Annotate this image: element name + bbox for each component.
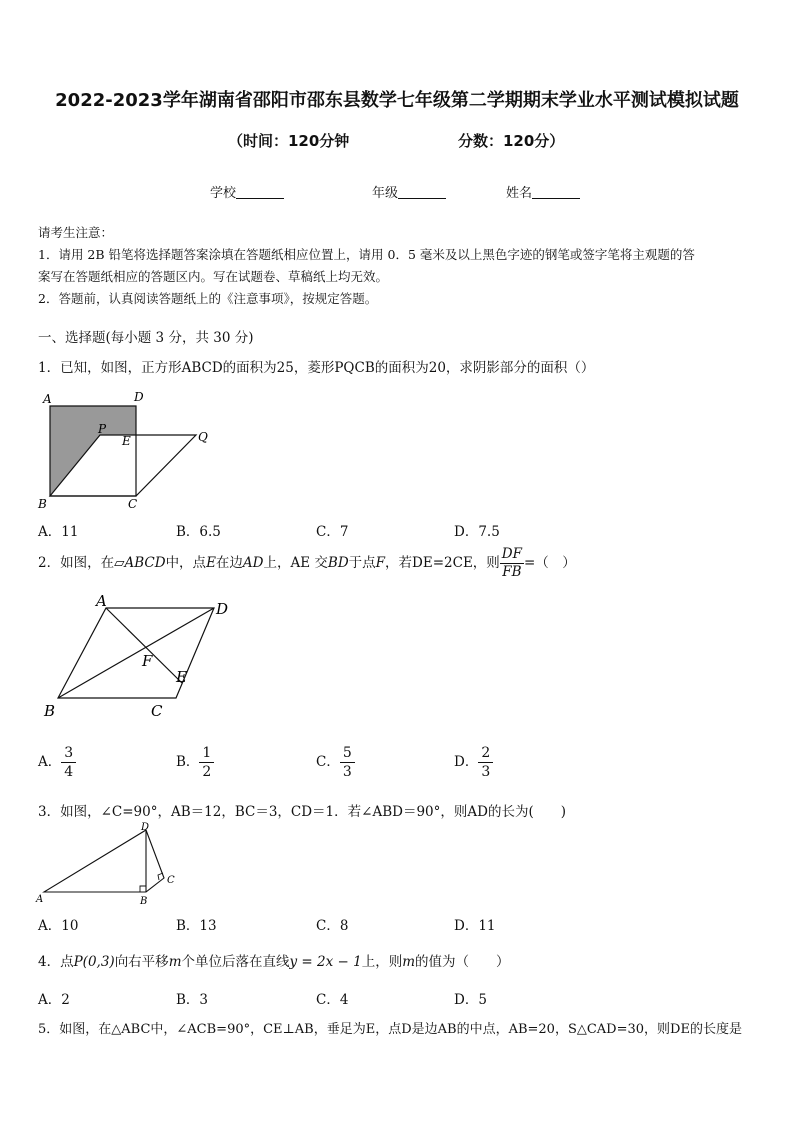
q3-option-c[interactable]: C．8 (316, 918, 349, 934)
q1-option-c[interactable]: C．7 (316, 524, 349, 540)
q3-label-c: C (167, 875, 175, 886)
grade-field (372, 182, 446, 201)
q1-label-e: E (122, 434, 131, 448)
q1-shaded-region (50, 406, 136, 496)
grade-blank (398, 186, 446, 199)
q2-option-c[interactable]: C． $\frac{5}{3}$ (316, 744, 355, 781)
q1-label-p: P (98, 422, 107, 436)
q2-option-d[interactable]: D． $\frac{2}{3}$ (454, 744, 493, 781)
q2-label-d: D (216, 600, 229, 618)
exam-score: 分数：120分） (458, 132, 565, 150)
school-blank (236, 186, 284, 199)
q2-option-b[interactable]: B． $\frac{1}{2}$ (176, 744, 214, 781)
q4-option-d[interactable]: D．5 (454, 992, 487, 1008)
q2-label-a: A (96, 594, 107, 610)
q1-option-a[interactable]: A．11 (38, 524, 79, 540)
q3-option-a[interactable]: A．10 (38, 918, 79, 934)
q2-label-e: E (176, 668, 187, 686)
school-label: 学校 (210, 186, 237, 201)
q2-label-b: B (44, 702, 56, 720)
notes-line-2: 案写在答题纸相应的答题区内。写在试题卷、草稿纸上均无效。 (38, 269, 389, 284)
q1-label-q: Q (198, 430, 208, 444)
q1-figure (30, 385, 230, 515)
notes-line-3: 2．答题前，认真阅读答题纸上的《注意事项》，按规定答题。 (38, 291, 378, 306)
notes-heading: 请考生注意： (38, 225, 114, 240)
q1-label-c: C (128, 497, 138, 511)
q1-option-b[interactable]: B．6.5 (176, 524, 221, 540)
q3-option-b[interactable]: B．13 (176, 918, 217, 934)
name-label: 姓名 (506, 186, 533, 201)
q2-label-f: F (142, 652, 153, 670)
q4-option-b[interactable]: B．3 (176, 992, 209, 1008)
q2-text: 2．如图，在▱ABCD中，点E在边AD上，AE 交BD于点F，若DE=2CE，则 $\frac{DF}{FB}$ =（ ） (38, 546, 576, 580)
school-field (210, 182, 284, 201)
q3-option-d[interactable]: D．11 (454, 918, 496, 934)
q1-label-b: B (38, 497, 47, 511)
exam-notes (38, 222, 760, 310)
name-blank (532, 186, 580, 199)
exam-title: 2022-2023学年湖南省邵阳市邵东县数学七年级第二学期期末学业水平测试模拟试题 (55, 90, 739, 111)
q3-label-b: B (140, 896, 148, 907)
q4-text: 4．点P(0,3)向右平移m个单位后落在直线y = 2x − 1上，则m的值为（ ） (38, 954, 510, 970)
q2-figure (36, 594, 246, 724)
q3-label-d: D (141, 822, 150, 833)
q1-option-d[interactable]: D．7.5 (454, 524, 500, 540)
q3-text: 3．如图，∠C=90°，AB＝12，BC＝3，CD＝1．若∠ABD＝90°，则AD的长为( ) (38, 804, 566, 820)
grade-label: 年级 (372, 186, 399, 201)
q2-fraction: $\frac{DF}{FB}$ (501, 546, 522, 580)
q5-text: 5．如图，在△ABC中，∠ACB=90°，CE⊥AB，垂足为E，点D是边AB的中点，AB=20，S△CAD=30，则DE的长度是 (38, 1022, 742, 1037)
exam-time: （时间：120分钟 (228, 132, 350, 150)
q1-label-a: A (43, 392, 52, 406)
name-field (506, 182, 580, 201)
q2-option-a[interactable]: A． $\frac{3}{4}$ (38, 744, 76, 781)
q4-option-a[interactable]: A．2 (38, 992, 70, 1008)
q1-text: 1．已知，如图，正方形ABCD的面积为25，菱形PQCB的面积为20，求阴影部分的面积（） (38, 360, 595, 376)
q1-label-d: D (134, 390, 144, 404)
q3-label-a: A (36, 894, 44, 905)
q4-option-c[interactable]: C．4 (316, 992, 349, 1008)
q3-right-angle-b (140, 886, 146, 892)
section-heading: 一、选择题(每小题 3 分，共 30 分) (38, 330, 254, 346)
notes-line-1: 1．请用 2B 铅笔将选择题答案涂填在答题纸相应位置上，请用 0．5 毫米及以上黑色字迹的钢笔或签字笔将主观题的答 (38, 247, 695, 262)
q2-label-c: C (151, 702, 163, 720)
q3-figure (30, 820, 200, 910)
q2-segment-ae (106, 608, 182, 683)
